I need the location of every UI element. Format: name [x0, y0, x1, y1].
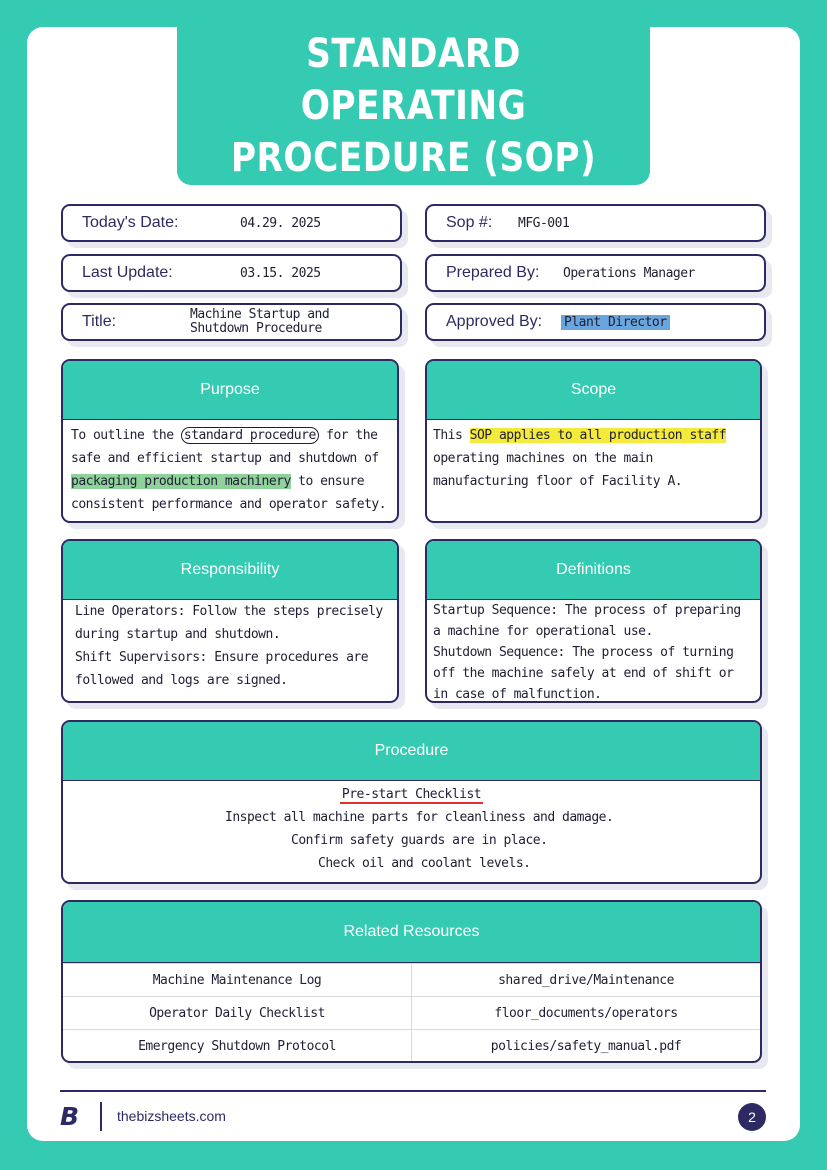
responsibility-line-operators: Line Operators: Follow the steps precisely during startup and shutdown. — [75, 604, 383, 642]
responsibility-line-supervisors: Shift Supervisors: Ensure procedures are followed and logs are signed. — [75, 650, 369, 688]
footer-divider — [60, 1090, 766, 1092]
page-title: STANDARD OPERATING PROCEDURE (SOP) — [230, 31, 597, 181]
table-row — [63, 964, 760, 997]
page-number-badge: 2 — [738, 1103, 766, 1131]
responsibility-card — [61, 539, 399, 703]
sop-number-field — [425, 204, 766, 242]
responsibility-heading: Responsibility — [63, 541, 397, 600]
resource-name: Machine Maintenance Log — [63, 964, 412, 997]
bizsheets-logo-icon: B — [60, 1102, 80, 1131]
procedure-body — [63, 781, 760, 875]
purpose-text-1: To outline the — [71, 428, 181, 443]
sop-number-label: Sop #: — [446, 214, 493, 231]
title-value-line2: Shutdown Procedure — [190, 321, 322, 336]
scope-card — [425, 359, 762, 523]
table-row — [63, 997, 760, 1030]
todays-date-field — [61, 204, 402, 242]
purpose-text-5: to ensure consistent performance and operator safety. — [71, 474, 387, 512]
prepared-by-label: Prepared By: — [446, 264, 540, 281]
last-update-field — [61, 254, 402, 292]
purpose-heading: Purpose — [63, 361, 397, 420]
resource-name: Operator Daily Checklist — [63, 997, 412, 1030]
purpose-text — [63, 420, 397, 520]
todays-date-value: 04.29. 2025 — [240, 215, 321, 231]
resource-path: floor_documents/operators — [412, 997, 761, 1030]
resource-name: Emergency Shutdown Protocol — [63, 1030, 412, 1063]
title-value-line1: Machine Startup and — [190, 307, 330, 322]
resources-table — [63, 963, 760, 1063]
definitions-line-startup: Startup Sequence: The process of preparing a machine for operational use. — [433, 603, 741, 639]
procedure-heading: Procedure — [63, 722, 760, 781]
scope-text — [427, 420, 760, 497]
definitions-heading: Definitions — [427, 541, 760, 600]
scope-text-1: This — [433, 428, 470, 443]
scope-text-3: operating machines on the main manufacturing floor of Facility A. — [433, 451, 683, 489]
procedure-card — [61, 720, 762, 884]
related-resources-card — [61, 900, 762, 1063]
footer-website: thebizsheets.com — [117, 1108, 226, 1124]
title-label: Title: — [82, 313, 117, 330]
purpose-circled-text: standard procedure — [181, 427, 319, 444]
procedure-item: • Check oil and coolant levels. — [63, 852, 760, 875]
definitions-card — [425, 539, 762, 703]
last-update-label: Last Update: — [82, 264, 173, 281]
prepared-by-field — [425, 254, 766, 292]
scope-heading: Scope — [427, 361, 760, 420]
prepared-by-value: Operations Manager — [563, 265, 695, 281]
procedure-item: • Inspect all machine parts for cleanliness and damage. — [63, 806, 760, 829]
purpose-text-3: for the safe and efficient startup and shutdown of — [71, 428, 379, 466]
procedure-subtitle — [63, 783, 760, 806]
approved-by-field — [425, 303, 766, 341]
scope-highlight-text: SOP applies to all production staff — [469, 428, 727, 443]
procedure-subtitle-text: Pre-start Checklist — [341, 787, 482, 802]
sop-number-value: MFG-001 — [518, 215, 570, 231]
title-field — [61, 303, 402, 341]
approved-by-value: Plant Director — [561, 315, 670, 330]
title-value — [190, 308, 329, 336]
purpose-highlight-text: packaging production machinery — [71, 474, 291, 489]
approved-by-label: Approved By: — [446, 313, 543, 330]
responsibility-text — [63, 600, 397, 692]
resource-path: policies/safety_manual.pdf — [412, 1030, 761, 1063]
definitions-line-shutdown: Shutdown Sequence: The process of turning off the machine safely at end of shift or in case of malfunction. — [433, 645, 734, 702]
procedure-item: • Confirm safety guards are in place. — [63, 829, 760, 852]
definitions-text — [427, 600, 760, 703]
title-banner — [177, 27, 650, 185]
table-row — [63, 1030, 760, 1063]
resource-path: shared_drive/Maintenance — [412, 964, 761, 997]
last-update-value: 03.15. 2025 — [240, 265, 321, 281]
todays-date-label: Today's Date: — [82, 214, 179, 231]
purpose-card — [61, 359, 399, 523]
footer-separator — [100, 1102, 102, 1131]
related-resources-heading: Related Resources — [63, 902, 760, 963]
procedure-list — [63, 806, 760, 875]
